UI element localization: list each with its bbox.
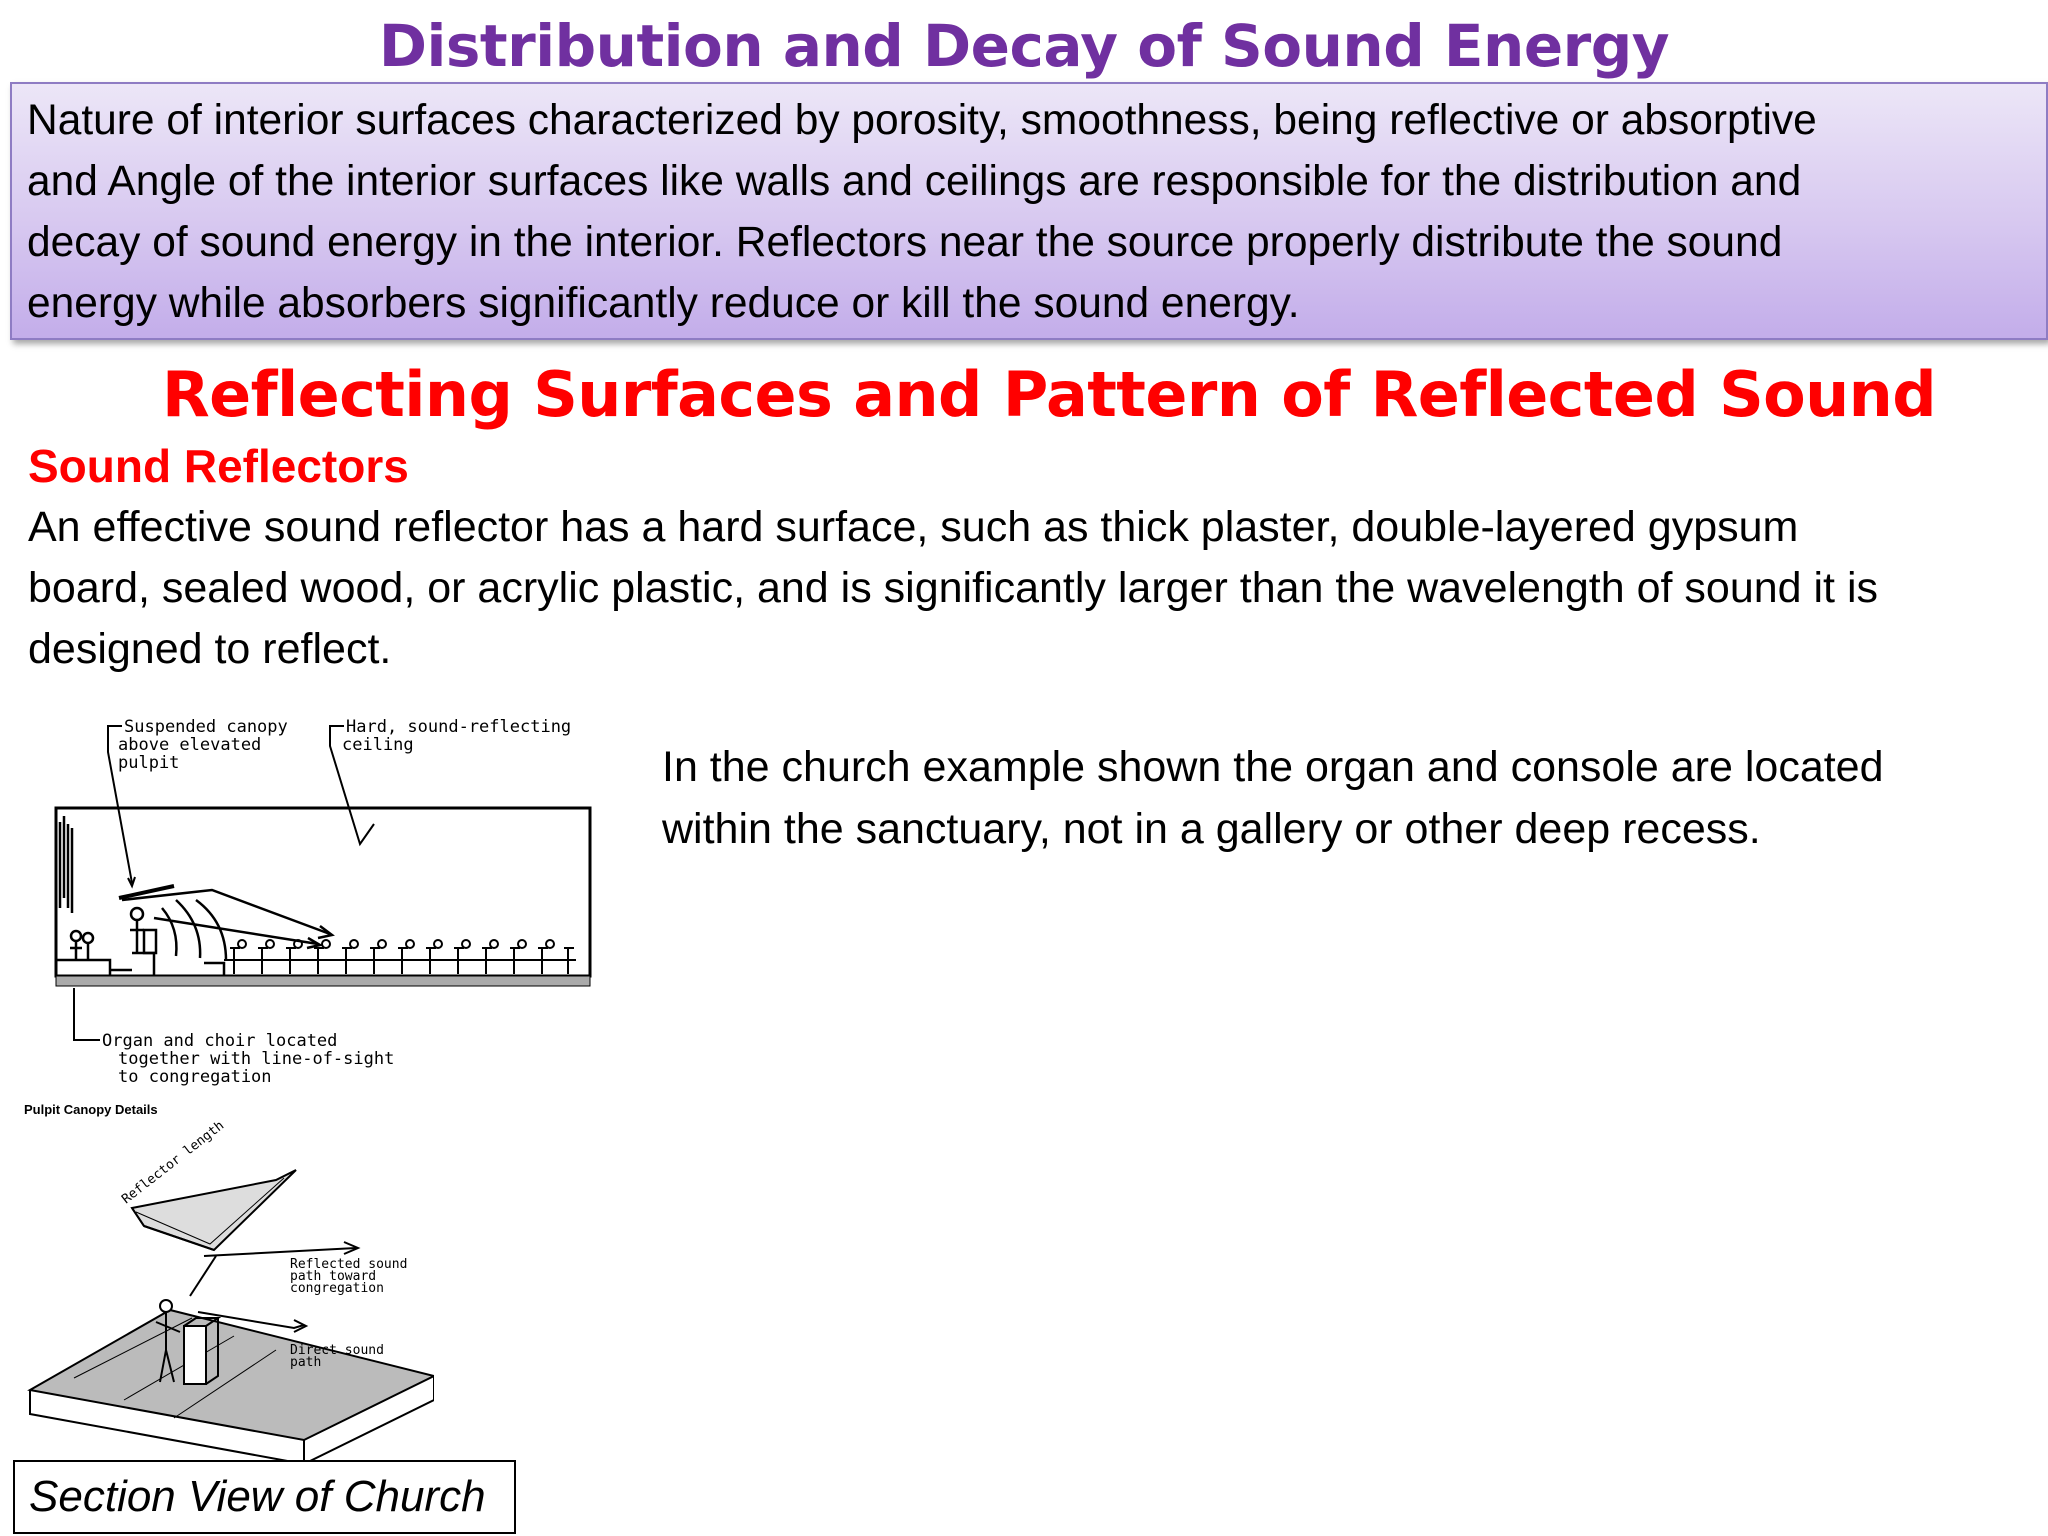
label-organ: Organ and choir located: [102, 1031, 338, 1051]
label-organ: together with line-of-sight: [118, 1049, 395, 1069]
reflector-description: [28, 497, 2038, 680]
label-reflected-path: Reflected sound: [290, 1257, 408, 1272]
intro-line: decay of sound energy in the interior. Reflectors near the source properly distribute the sound: [27, 219, 1783, 266]
intro-line: and Angle of the interior surfaces like walls and ceilings are responsible for the distribution and: [27, 158, 1802, 205]
church-section-diagram: [14, 708, 614, 1108]
label-canopy: Suspended canopy: [124, 717, 288, 737]
label-direct-path: path: [290, 1355, 322, 1370]
label-ceiling: Hard, sound-reflecting: [346, 717, 572, 737]
figure-caption: Section View of Church: [13, 1460, 516, 1534]
body-line: designed to reflect.: [28, 625, 392, 673]
label-canopy: pulpit: [118, 753, 180, 773]
pulpit-canopy-diagram: [14, 1100, 434, 1460]
section-subtitle: Reflecting Surfaces and Pattern of Reflected Sound: [162, 358, 1936, 431]
intro-line: energy while absorbers significantly reduce or kill the sound energy.: [27, 280, 1300, 327]
label-ceiling: ceiling: [342, 735, 414, 755]
label-reflected-path: path toward: [290, 1269, 377, 1284]
side-line: within the sanctuary, not in a gallery or other deep recess.: [662, 805, 1761, 853]
intro-callout: [10, 82, 2048, 340]
label-direct-path: Direct sound: [290, 1343, 384, 1358]
body-line: board, sealed wood, or acrylic plastic, and is significantly larger than the wavelength of sound it is: [28, 564, 1879, 612]
page-title: Distribution and Decay of Sound Energy: [378, 12, 1670, 80]
side-line: In the church example shown the organ and console are located: [662, 743, 1884, 791]
sound-reflectors-heading: Sound Reflectors: [28, 440, 409, 492]
intro-line: Nature of interior surfaces characterized by porosity, smoothness, being reflective or absorptive: [27, 97, 1817, 144]
church-example-text: [662, 736, 2022, 860]
body-line: An effective sound reflector has a hard surface, such as thick plaster, double-layered gypsum: [28, 503, 1799, 551]
label-reflector-length: Reflector length: [119, 1118, 228, 1208]
pulpit-canopy-heading: Pulpit Canopy Details: [24, 1102, 158, 1117]
label-canopy: above elevated: [118, 735, 262, 755]
label-organ: to congregation: [118, 1067, 272, 1087]
label-reflected-path: congregation: [290, 1281, 384, 1296]
